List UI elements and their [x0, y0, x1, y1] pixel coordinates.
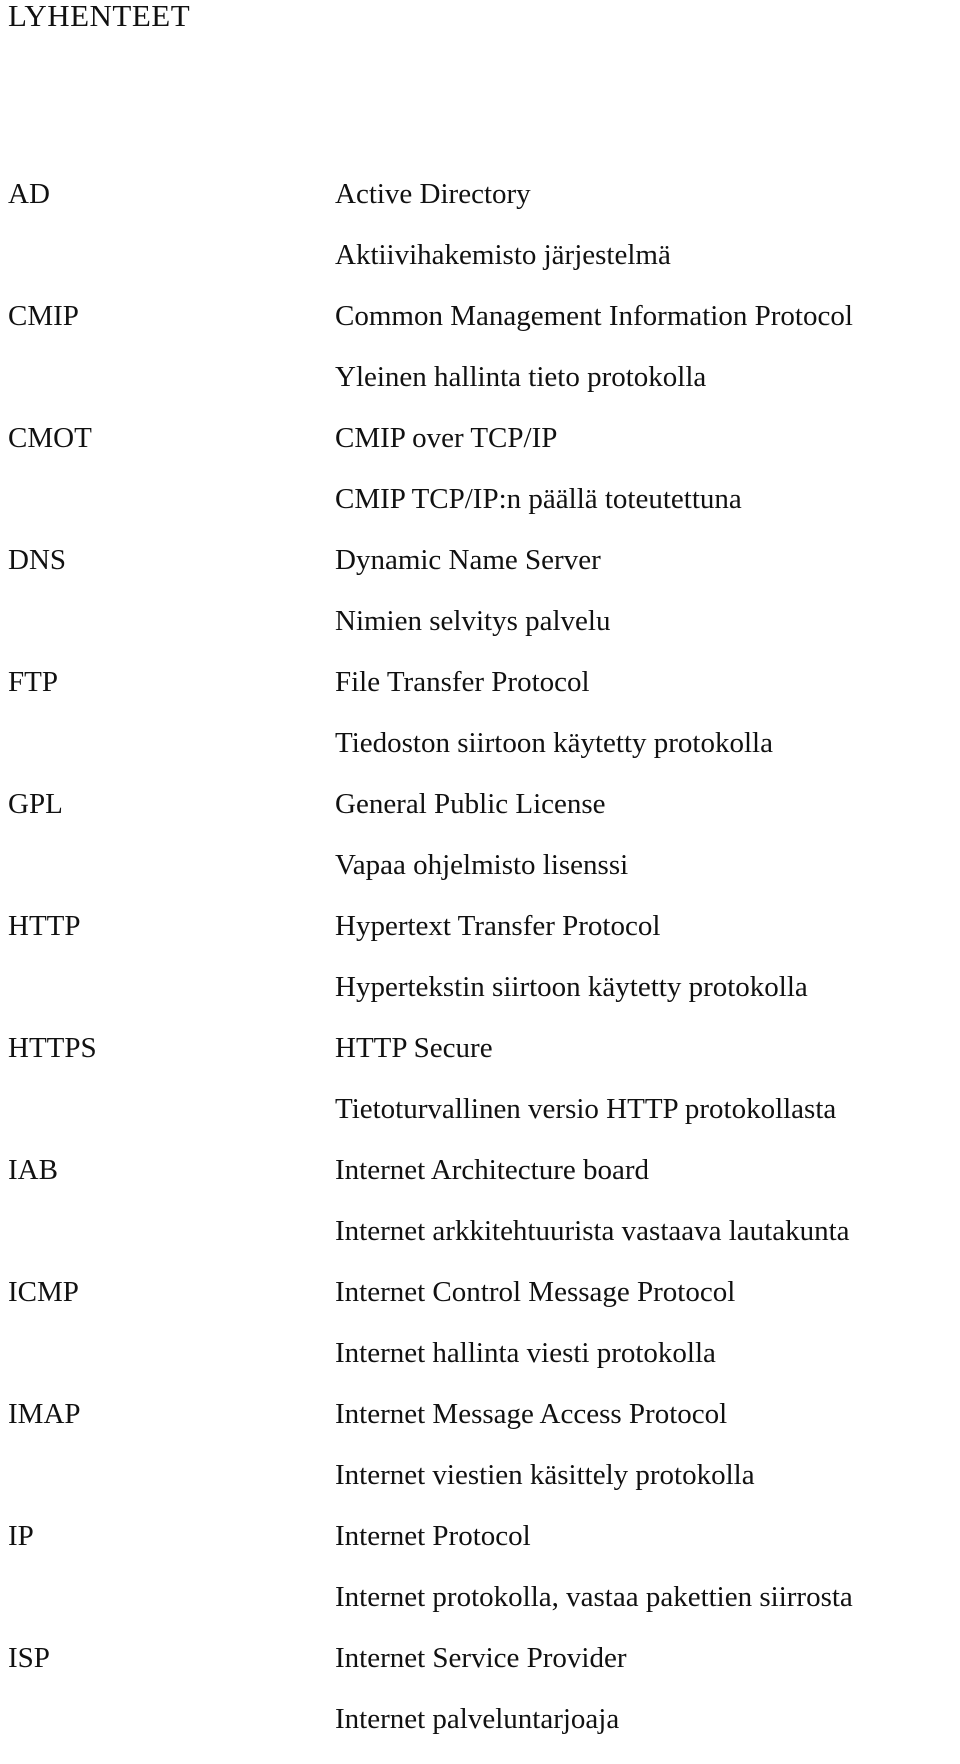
abbreviation-english: Internet Service Provider [335, 1642, 627, 1674]
abbreviation-english: Internet Control Message Protocol [335, 1276, 736, 1308]
abbreviation-finnish: Aktiivihakemisto järjestelmä [335, 239, 671, 271]
abbreviation-term: AD [8, 178, 50, 210]
abbreviation-term: ICMP [8, 1276, 79, 1308]
abbreviation-term: CMIP [8, 300, 79, 332]
page-title: LYHENTEET [8, 0, 191, 33]
abbreviation-english: Common Management Information Protocol [335, 300, 853, 332]
abbreviation-finnish: CMIP TCP/IP:n päällä toteutettuna [335, 483, 742, 515]
abbreviation-english: CMIP over TCP/IP [335, 422, 558, 454]
abbreviation-english: Internet Protocol [335, 1520, 531, 1552]
abbreviation-entry [0, 178, 960, 300]
abbreviation-finnish: Internet viestien käsittely protokolla [335, 1459, 755, 1491]
abbreviation-term: GPL [8, 788, 63, 820]
abbreviation-term: HTTP [8, 910, 81, 942]
abbreviation-english: File Transfer Protocol [335, 666, 590, 698]
abbreviation-entry [0, 544, 960, 666]
abbreviation-finnish: Yleinen hallinta tieto protokolla [335, 361, 707, 393]
abbreviation-term: ISP [8, 1642, 50, 1674]
abbreviation-english: Internet Architecture board [335, 1154, 650, 1186]
abbreviation-term: DNS [8, 544, 67, 576]
abbreviation-english: Dynamic Name Server [335, 544, 601, 576]
abbreviation-entry [0, 1032, 960, 1154]
abbreviation-term: HTTPS [8, 1032, 97, 1064]
abbreviation-term: CMOT [8, 422, 92, 454]
abbreviation-english: Internet Message Access Protocol [335, 1398, 728, 1430]
abbreviation-finnish: Internet hallinta viesti protokolla [335, 1337, 716, 1369]
abbreviation-finnish: Internet arkkitehtuurista vastaava lautakunta [335, 1215, 850, 1247]
abbreviation-term: IMAP [8, 1398, 81, 1430]
abbreviation-entry [0, 910, 960, 1032]
abbreviation-english: General Public License [335, 788, 606, 820]
abbreviation-entry [0, 1520, 960, 1642]
abbreviation-english: Active Directory [335, 178, 531, 210]
abbreviation-entry [0, 666, 960, 788]
abbreviation-term: IP [8, 1520, 34, 1552]
abbreviation-finnish: Internet protokolla, vastaa pakettien siirrosta [335, 1581, 853, 1613]
abbreviation-list [0, 178, 960, 1764]
abbreviation-finnish: Internet palveluntarjoaja [335, 1703, 620, 1735]
abbreviation-term: IAB [8, 1154, 58, 1186]
abbreviation-entry [0, 1154, 960, 1276]
abbreviation-finnish: Tiedoston siirtoon käytetty protokolla [335, 727, 773, 759]
abbreviation-finnish: Tietoturvallinen versio HTTP protokollasta [335, 1093, 837, 1125]
abbreviation-english: Hypertext Transfer Protocol [335, 910, 661, 942]
abbreviation-entry [0, 300, 960, 422]
abbreviation-entry [0, 788, 960, 910]
abbreviation-entry [0, 1276, 960, 1398]
abbreviation-english: HTTP Secure [335, 1032, 493, 1064]
abbreviation-finnish: Vapaa ohjelmisto lisenssi [335, 849, 629, 881]
abbreviation-entry [0, 1642, 960, 1764]
abbreviation-entry [0, 422, 960, 544]
abbreviation-finnish: Hypertekstin siirtoon käytetty protokolla [335, 971, 808, 1003]
abbreviation-finnish: Nimien selvitys palvelu [335, 605, 611, 637]
abbreviation-term: FTP [8, 666, 58, 698]
abbreviation-entry [0, 1398, 960, 1520]
